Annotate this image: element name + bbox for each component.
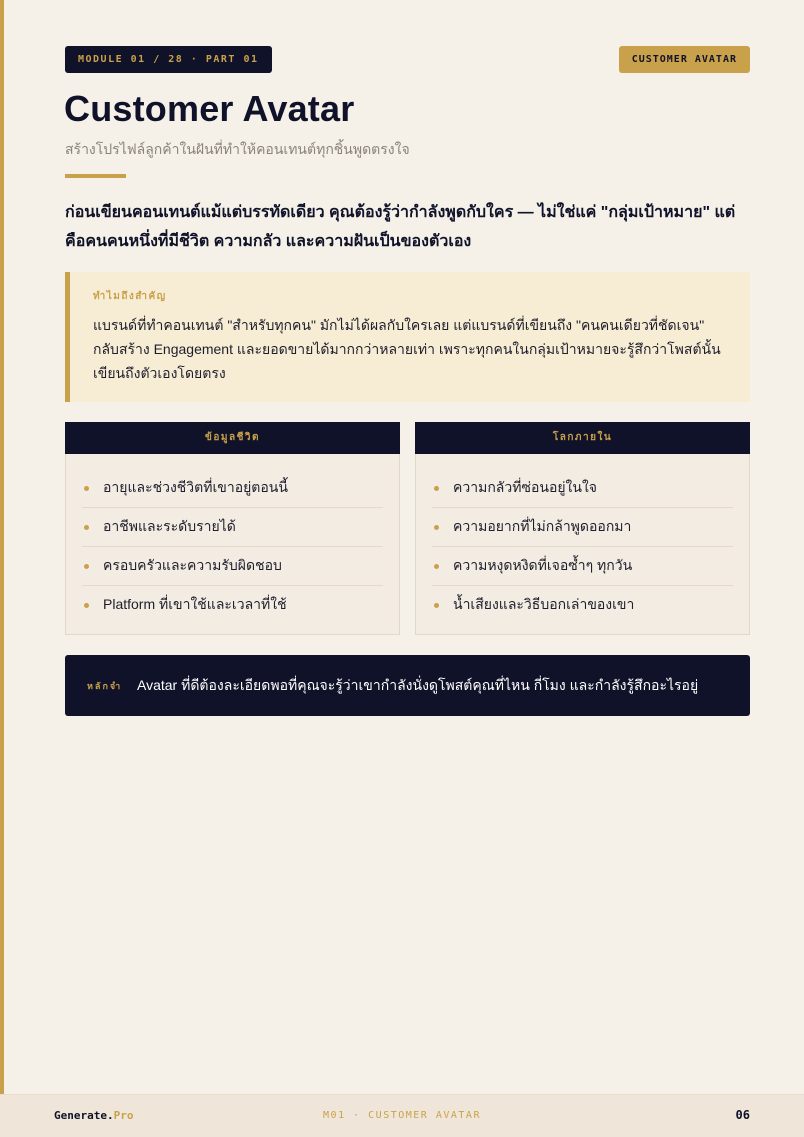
bullet-dot-icon [84,486,89,491]
card-heading: โลกภายใน [415,422,750,454]
bullet-dot-icon [84,525,89,530]
list-item [432,508,733,547]
title-underline [65,174,126,178]
life-info-card [65,422,400,635]
left-accent-rule [0,0,4,1094]
list-item-text: น้ำเสียงและวิธีบอกเล่าของเขา [453,596,635,612]
card-list [415,454,750,635]
key-principle-banner [65,655,750,716]
card-list [65,454,400,635]
bullet-dot-icon [434,525,439,530]
list-item-text: Platform ที่เขาใช้และเวลาที่ใช้ [103,596,287,612]
list-item-text: ความอยากที่ไม่กล้าพูดออกมา [453,518,632,534]
list-item-text: ความกลัวที่ซ่อนอยู่ในใจ [453,479,597,495]
list-item [82,469,383,508]
page-footer [0,1094,804,1137]
list-item [82,586,383,624]
list-item [432,547,733,586]
bullet-dot-icon [84,603,89,608]
list-item [432,469,733,508]
callout-label: ทำไมถึงสำคัญ [93,291,167,302]
page-subtitle: สร้างโปรไฟล์ลูกค้าในฝันที่ทำให้คอนเทนต์ทุกชิ้นพูดตรงใจ [65,141,410,157]
callout-body: แบรนด์ที่ทำคอนเทนต์ "สำหรับทุกคน" มักไม่ได้ผลกับใครเลย แต่แบรนด์ที่เขียนถึง "คนคนเดียวที่ชัดเจน" กลับสร้าง Engagement และยอดขายได้มากกว่าหลายเท่า เพราะทุกคนในกลุ่มเป้าหมายจะรู้สึกว่าโพสต์นั้นเขียนถึงตัวเองโดยตรง [93,317,721,381]
card-heading: ข้อมูลชีวิต [65,422,400,454]
list-item [82,547,383,586]
footer-section-label: M01 · CUSTOMER AVATAR [323,1110,481,1121]
bullet-dot-icon [84,564,89,569]
topic-badge: CUSTOMER AVATAR [619,46,750,73]
lead-paragraph: ก่อนเขียนคอนเทนต์แม้แต่บรรทัดเดียว คุณต้องรู้ว่ากำลังพูดกับใคร — ไม่ใช่แค่ "กลุ่มเป้าหมาย" แต่คือคนคนหนึ่งที่มีชีวิต ความกลัว และความฝันเป็นของตัวเอง [65,204,736,250]
bullet-dot-icon [434,486,439,491]
list-item-text: อายุและช่วงชีวิตที่เขาอยู่ตอนนี้ [103,479,288,495]
brand-suffix: Pro [113,1109,134,1122]
page-title: Customer Avatar [64,88,355,129]
top-row [65,46,750,73]
why-it-matters-callout [65,272,750,402]
list-item-text: ความหงุดหงิดที่เจอซ้ำๆ ทุกวัน [453,557,633,573]
list-item-text: อาชีพและระดับรายได้ [103,518,236,534]
bullet-dot-icon [434,564,439,569]
principle-label: หลักจำ [87,680,123,691]
list-item [432,586,733,624]
principle-text: Avatar ที่ดีต้องละเอียดพอที่คุณจะรู้ว่าเขากำลังนั่งดูโพสต์คุณที่ไหน กี่โมง และกำลังรู้สึกอะไรอยู่ [137,676,699,693]
page-number: 06 [735,1108,750,1122]
brand-name: Generate. [54,1109,114,1122]
list-item [82,508,383,547]
module-tag: MODULE 01 / 28 · PART 01 [65,46,272,73]
list-item-text: ครอบครัวและความรับผิดชอบ [103,557,282,573]
bullet-dot-icon [434,603,439,608]
inner-world-card [415,422,750,635]
